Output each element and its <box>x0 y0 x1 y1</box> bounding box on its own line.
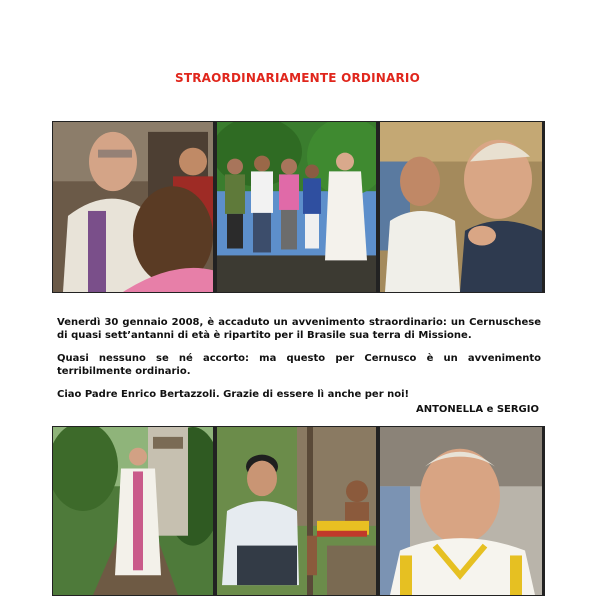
signature: ANTONELLA e SERGIO <box>415 404 539 415</box>
paragraph-2: Quasi nessuno se né accorto: ma questo per Cernusco è un avvenimento terribilmente ordinario. <box>57 353 541 377</box>
photo-man-portrait <box>380 427 542 595</box>
article-body <box>57 316 541 411</box>
photo-man-with-boy <box>217 427 376 595</box>
photo-priest-with-girl <box>53 122 213 292</box>
photo-row-bottom <box>52 426 545 596</box>
paragraph-3: Ciao Padre Enrico Bertazzoli. Grazie di essere lì anche per noi! <box>57 389 410 400</box>
document-title: STRAORDINARIAMENTE ORDINARIO <box>175 71 420 85</box>
photo-group-outdoor <box>217 122 376 292</box>
photo-row-top <box>52 121 545 293</box>
photo-two-men-closeup <box>380 122 542 292</box>
paragraph-1: Venerdì 30 gennaio 2008, è accaduto un avvenimento straordinario: un Cernuschese di quasi sett’antanni di età è ripartito per il Brasile sua terra di Missione. <box>57 317 541 341</box>
photo-priest-walking <box>53 427 213 595</box>
